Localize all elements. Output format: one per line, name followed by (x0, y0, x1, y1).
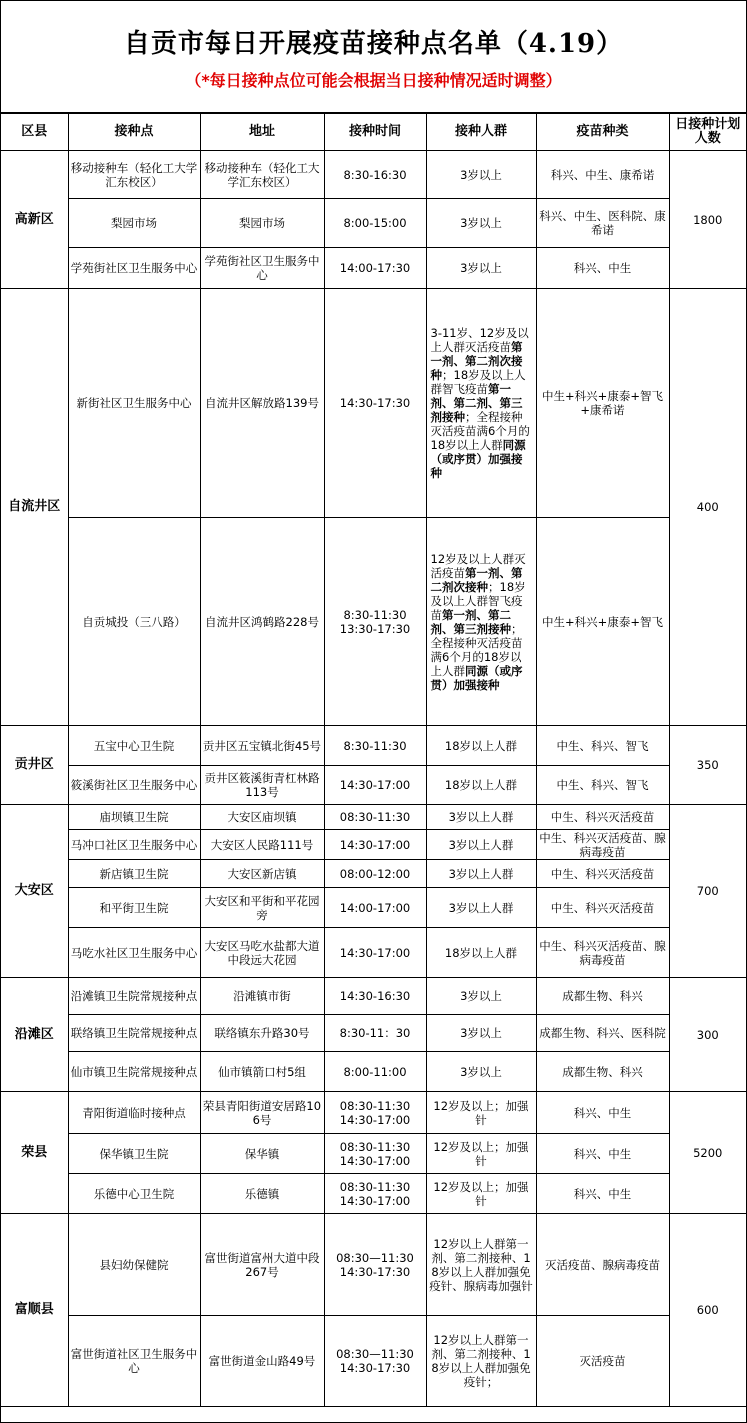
time-line: 8:00-11:00 (343, 1064, 407, 1079)
time-cell (324, 830, 426, 860)
crowd-cell: 3岁以上 (426, 248, 536, 289)
crowd-cell (426, 289, 536, 518)
address-cell: 荣县青阳街道安居路106号 (200, 1092, 324, 1134)
crowd-text: 第一剂、第二剂次接种 (430, 340, 523, 382)
time-line: 14:30-17:00 (339, 837, 411, 852)
table-row (1, 1015, 746, 1052)
page-subtitle: （*每日接种点位可能会根据当日接种情况适时调整） (185, 71, 562, 90)
header-site: 接种点 (68, 114, 200, 151)
time-line: 14:30-17:00 (339, 945, 411, 960)
time-line: 08:30—11:30 (336, 1347, 414, 1361)
time-cell (324, 289, 426, 518)
time-cell (324, 928, 426, 978)
site-cell: 庙坝镇卫生院 (68, 805, 200, 830)
time-line: 08:30-11:30 (339, 810, 411, 824)
vaccine-cell: 灭活疫苗、腺病毒疫苗 (536, 1214, 669, 1316)
table-row (1, 151, 746, 199)
vaccine-cell: 科兴、中生 (536, 1092, 669, 1134)
time-line: 14:30-17:30 (339, 1264, 411, 1279)
vaccine-cell: 中生、科兴灭活疫苗 (536, 888, 669, 928)
address-cell: 仙市镇箭口村5组 (200, 1052, 324, 1092)
header-vaccine: 疫苗种类 (536, 114, 669, 151)
crowd-text: ；18岁及以上人群智飞疫苗 (430, 368, 526, 396)
header-district: 区县 (1, 114, 68, 151)
address-cell: 联络镇东升路30号 (200, 1015, 324, 1052)
time-line: 8:00-15:00 (343, 216, 407, 230)
vaccine-cell: 中生、科兴、智飞 (536, 766, 669, 805)
crowd-text: 第一剂、第二剂次接种 (430, 565, 523, 594)
vaccine-cell: 中生、科兴、智飞 (536, 726, 669, 766)
time-line: 08:30-11:30 (339, 1139, 411, 1154)
site-cell: 马吃水社区卫生服务中心 (68, 928, 200, 978)
address-cell: 贡井区筱溪街青杠林路113号 (200, 766, 324, 805)
vaccine-cell: 中生+科兴+康泰+智飞 (536, 518, 669, 726)
table-row (1, 199, 746, 248)
time-cell (324, 805, 426, 830)
address-cell: 沿滩镇市街 (200, 978, 324, 1015)
crowd-cell: 12岁以上人群第一剂、第二剂接种、18岁以上人群加强免疫针、腺病毒加强针 (426, 1214, 536, 1316)
table-row (1, 888, 746, 928)
vaccine-cell: 中生+科兴+康泰+智飞+康希诺 (536, 289, 669, 518)
table-row (1, 289, 746, 518)
crowd-text: 12岁及以上人群灭活疫苗 (430, 551, 526, 580)
site-cell: 保华镇卫生院 (68, 1134, 200, 1174)
table-row (1, 1174, 746, 1214)
time-line: 8:30-16:30 (343, 167, 407, 182)
time-cell (324, 1316, 426, 1407)
site-cell: 富世街道社区卫生服务中心 (68, 1316, 200, 1407)
time-line: 8:30-11：30 (339, 1026, 411, 1040)
table-row (1, 830, 746, 860)
time-cell (324, 860, 426, 888)
address-cell: 富世街道金山路49号 (200, 1316, 324, 1407)
crowd-cell: 18岁以上人群 (426, 726, 536, 766)
time-cell (324, 726, 426, 766)
address-cell: 学苑街社区卫生服务中心 (200, 248, 324, 289)
site-cell: 五宝中心卫生院 (68, 726, 200, 766)
site-cell: 筱溪街社区卫生服务中心 (68, 766, 200, 805)
crowd-cell: 3岁以上人群 (426, 860, 536, 888)
site-cell: 自贡城投（三八路） (68, 518, 200, 726)
crowd-cell: 12岁及以上；加强针 (426, 1174, 536, 1214)
time-cell (324, 151, 426, 199)
vaccine-cell: 灭活疫苗 (536, 1316, 669, 1407)
table-row (1, 518, 746, 726)
address-cell: 富世街道富州大道中段267号 (200, 1214, 324, 1316)
time-line: 08:30-11:30 (339, 1179, 411, 1194)
time-line: 08:30-11:30 (339, 1098, 411, 1113)
district-cell: 贡井区 (1, 726, 68, 805)
header-crowd: 接种人群 (426, 114, 536, 151)
crowd-cell: 12岁及以上；加强针 (426, 1092, 536, 1134)
table-row (1, 1052, 746, 1092)
site-cell: 移动接种车（轻化工大学汇东校区） (68, 151, 200, 199)
time-cell (324, 978, 426, 1015)
site-cell: 乐德中心卫生院 (68, 1174, 200, 1214)
crowd-cell: 12岁及以上；加强针 (426, 1134, 536, 1174)
table-row (1, 766, 746, 805)
crowd-cell: 3岁以上人群 (426, 830, 536, 860)
address-cell: 保华镇 (200, 1134, 324, 1174)
crowd-cell: 3岁以上人群 (426, 888, 536, 928)
time-line: 14:30-17:00 (339, 778, 411, 792)
time-cell (324, 1015, 426, 1052)
vaccine-cell: 中生、科兴灭活疫苗 (536, 805, 669, 830)
site-cell: 学苑街社区卫生服务中心 (68, 248, 200, 289)
table-row (1, 1092, 746, 1134)
table-row (1, 726, 746, 766)
table-row (1, 1134, 746, 1174)
site-cell: 新店镇卫生院 (68, 860, 200, 888)
table-row (1, 978, 746, 1015)
plan-cell: 400 (669, 289, 746, 726)
crowd-cell: 3岁以上 (426, 151, 536, 199)
crowd-text: ；18岁及以上人群智飞疫苗 (430, 579, 526, 622)
title-block (1, 1, 746, 113)
time-line: 14:30-17:00 (339, 1193, 411, 1208)
time-cell (324, 1214, 426, 1316)
time-line: 8:30-11:30 (343, 738, 407, 753)
site-cell: 青阳街道临时接种点 (68, 1092, 200, 1134)
time-cell (324, 1052, 426, 1092)
plan-cell: 700 (669, 805, 746, 978)
address-cell: 大安区新店镇 (200, 860, 324, 888)
time-line: 13:30-17:30 (339, 621, 411, 636)
time-cell (324, 1174, 426, 1214)
page-title: 自贡市每日开展疫苗接种点名单（4.19） (123, 29, 624, 59)
plan-cell: 300 (669, 978, 746, 1092)
vaccine-cell: 科兴、中生 (536, 1134, 669, 1174)
crowd-text: ；全程接种灭活疫苗满6个月的18岁以上人群 (430, 410, 530, 452)
table-row (1, 928, 746, 978)
header-time: 接种时间 (324, 114, 426, 151)
address-cell: 大安区马吃水盐都大道中段远大花园 (200, 928, 324, 978)
crowd-text: 3-11岁、12岁及以上人群灭活疫苗 (430, 326, 529, 354)
time-line: 14:30-16:30 (339, 989, 411, 1003)
crowd-cell: 18岁以上人群 (426, 766, 536, 805)
site-cell: 和平街卫生院 (68, 888, 200, 928)
site-cell: 沿滩镇卫生院常规接种点 (68, 978, 200, 1015)
table-row (1, 805, 746, 830)
vaccine-cell: 科兴、中生 (536, 248, 669, 289)
table-row (1, 860, 746, 888)
plan-cell: 600 (669, 1214, 746, 1407)
vaccine-cell: 成都生物、科兴 (536, 1052, 669, 1092)
vaccine-cell: 中生、科兴灭活疫苗、腺病毒疫苗 (536, 928, 669, 978)
vaccination-site-table (1, 113, 746, 1407)
address-cell: 贡井区五宝镇北街45号 (200, 726, 324, 766)
site-cell: 马冲口社区卫生服务中心 (68, 830, 200, 860)
time-line: 14:30-17:30 (339, 396, 411, 410)
vaccine-cell: 成都生物、科兴 (536, 978, 669, 1015)
address-cell: 大安区人民路111号 (200, 830, 324, 860)
crowd-cell: 12岁以上人群第一剂、第二剂接种、18岁以上人群加强免疫针； (426, 1316, 536, 1407)
vaccine-cell: 中生、科兴灭活疫苗、腺病毒疫苗 (536, 830, 669, 860)
time-line: 8:30-11:30 (343, 607, 407, 622)
header-plan: 日接种计划人数 (669, 114, 746, 151)
time-cell (324, 199, 426, 248)
vaccine-cell: 科兴、中生、医科院、康希诺 (536, 199, 669, 248)
time-line: 14:00-17:00 (339, 900, 411, 915)
site-cell: 联络镇卫生院常规接种点 (68, 1015, 200, 1052)
crowd-cell: 3岁以上 (426, 978, 536, 1015)
district-cell: 大安区 (1, 805, 68, 978)
crowd-cell: 3岁以上 (426, 199, 536, 248)
district-cell: 沿滩区 (1, 978, 68, 1092)
address-cell: 自流井区解放路139号 (200, 289, 324, 518)
crowd-cell (426, 518, 536, 726)
crowd-text: 第一剂、第二剂、第三剂接种 (430, 382, 523, 424)
plan-cell: 350 (669, 726, 746, 805)
table-row (1, 248, 746, 289)
district-cell: 自流井区 (1, 289, 68, 726)
vaccine-cell: 科兴、中生、康希诺 (536, 151, 669, 199)
table-row (1, 1316, 746, 1407)
district-cell: 富顺县 (1, 1214, 68, 1407)
address-cell: 大安区庙坝镇 (200, 805, 324, 830)
table-header-row (1, 114, 746, 151)
time-cell (324, 888, 426, 928)
crowd-cell: 18岁以上人群 (426, 928, 536, 978)
plan-cell: 5200 (669, 1092, 746, 1214)
crowd-cell: 3岁以上人群 (426, 805, 536, 830)
crowd-text: 第一剂、第二剂、第三剂接种 (430, 607, 511, 636)
table-body (1, 151, 746, 1407)
time-line: 08:30—11:30 (336, 1250, 414, 1265)
vaccine-cell: 成都生物、科兴、医科院 (536, 1015, 669, 1052)
crowd-text: ；全程接种灭活疫苗满6个月的18岁以上人群 (430, 621, 523, 678)
crowd-text: 同源（或序贯）加强接种 (430, 663, 523, 692)
time-line: 14:30-17:00 (339, 1153, 411, 1168)
table-row (1, 1214, 746, 1316)
time-cell (324, 1134, 426, 1174)
crowd-cell: 3岁以上 (426, 1052, 536, 1092)
site-cell: 新街社区卫生服务中心 (68, 289, 200, 518)
address-cell: 乐德镇 (200, 1174, 324, 1214)
address-cell: 大安区和平街和平花园旁 (200, 888, 324, 928)
time-line: 14:30-17:30 (339, 1361, 411, 1375)
district-cell: 高新区 (1, 151, 68, 289)
plan-cell: 1800 (669, 151, 746, 289)
crowd-cell: 3岁以上 (426, 1015, 536, 1052)
address-cell: 自流井区鸿鹤路228号 (200, 518, 324, 726)
time-line: 14:00-17:30 (339, 261, 411, 275)
address-cell: 梨园市场 (200, 199, 324, 248)
time-cell (324, 766, 426, 805)
site-cell: 仙市镇卫生院常规接种点 (68, 1052, 200, 1092)
time-line: 08:00-12:00 (339, 866, 411, 881)
crowd-text: 同源（或序贯）加强接种 (430, 438, 526, 480)
time-cell (324, 248, 426, 289)
time-cell (324, 518, 426, 726)
time-line: 14:30-17:00 (339, 1112, 411, 1127)
vaccine-cell: 科兴、中生 (536, 1174, 669, 1214)
site-cell: 县妇幼保健院 (68, 1214, 200, 1316)
header-address: 地址 (200, 114, 324, 151)
address-cell: 移动接种车（轻化工大学汇东校区） (200, 151, 324, 199)
time-cell (324, 1092, 426, 1134)
vaccine-cell: 中生、科兴灭活疫苗 (536, 860, 669, 888)
site-cell: 梨园市场 (68, 199, 200, 248)
district-cell: 荣县 (1, 1092, 68, 1214)
